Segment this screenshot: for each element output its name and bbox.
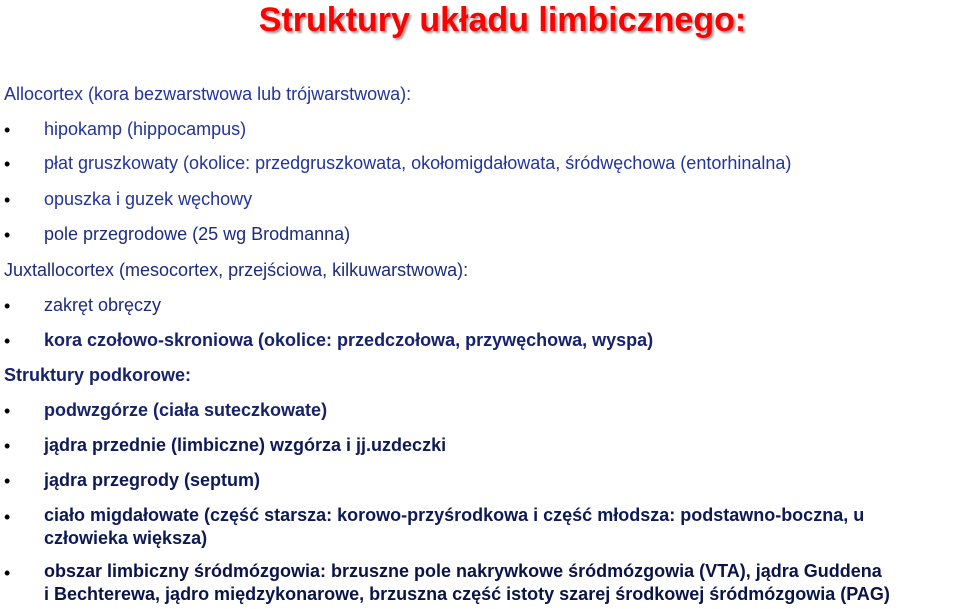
list-item: opuszka i guzek węchowy [44,189,253,209]
bullet-icon: • [4,225,11,245]
section-heading-juxtallocortex: Juxtallocortex (mesocortex, przejściowa, kilkuwarstwowa): [4,260,469,280]
list-item: jądra przednie (limbiczne) wzgórza i jj.uzdeczki [44,435,447,455]
bullet-icon: • [4,120,11,140]
bullet-icon: • [4,401,11,421]
page-title: Struktury układu limbicznego: [258,1,747,39]
list-item: pole przegrodowe (25 wg Brodmanna) [44,224,351,244]
list-item-line: obszar limbiczny śródmózgowia: brzuszne pole nakrywkowe śródmózgowia (VTA), jądra Guddena [44,561,882,581]
list-item-line: człowieka większa) [44,528,208,548]
list-item: hipokamp (hippocampus) [44,119,247,139]
list-item: zakręt obręczy [44,295,162,315]
list-item: jądra przegrody (septum) [44,470,261,490]
section-heading-struktury-podkorowe: Struktury podkorowe: [4,365,192,385]
bullet-icon: • [4,507,11,527]
section-heading-allocortex: Allocortex (kora bezwarstwowa lub trójwarstwowa): [4,84,412,104]
list-item: kora czołowo-skroniowa (okolice: przedczołowa, przywęchowa, wyspa) [44,330,654,350]
bullet-icon: • [4,331,11,351]
list-item [44,504,864,550]
bullet-icon: • [4,190,11,210]
bullet-icon: • [4,471,11,491]
list-item-line: ciało migdałowate (część starsza: korowo-przyśrodkowa i część młodsza: podstawno-boczna, u [44,505,865,525]
bullet-icon: • [4,563,11,583]
bullet-icon: • [4,436,11,456]
list-item: podwzgórze (ciała suteczkowate) [44,400,328,420]
list-item: płat gruszkowaty (okolice: przedgruszkowata, okołomigdałowata, śródwęchowa (entorhinalna) [44,153,792,173]
list-item [44,560,890,606]
list-item-line: i Bechterewa, jądro międzykonarowe, brzuszna część istoty szarej środkowej śródmózgowia (PAG) [44,584,890,604]
bullet-icon: • [4,296,11,316]
bullet-icon: • [4,154,11,174]
